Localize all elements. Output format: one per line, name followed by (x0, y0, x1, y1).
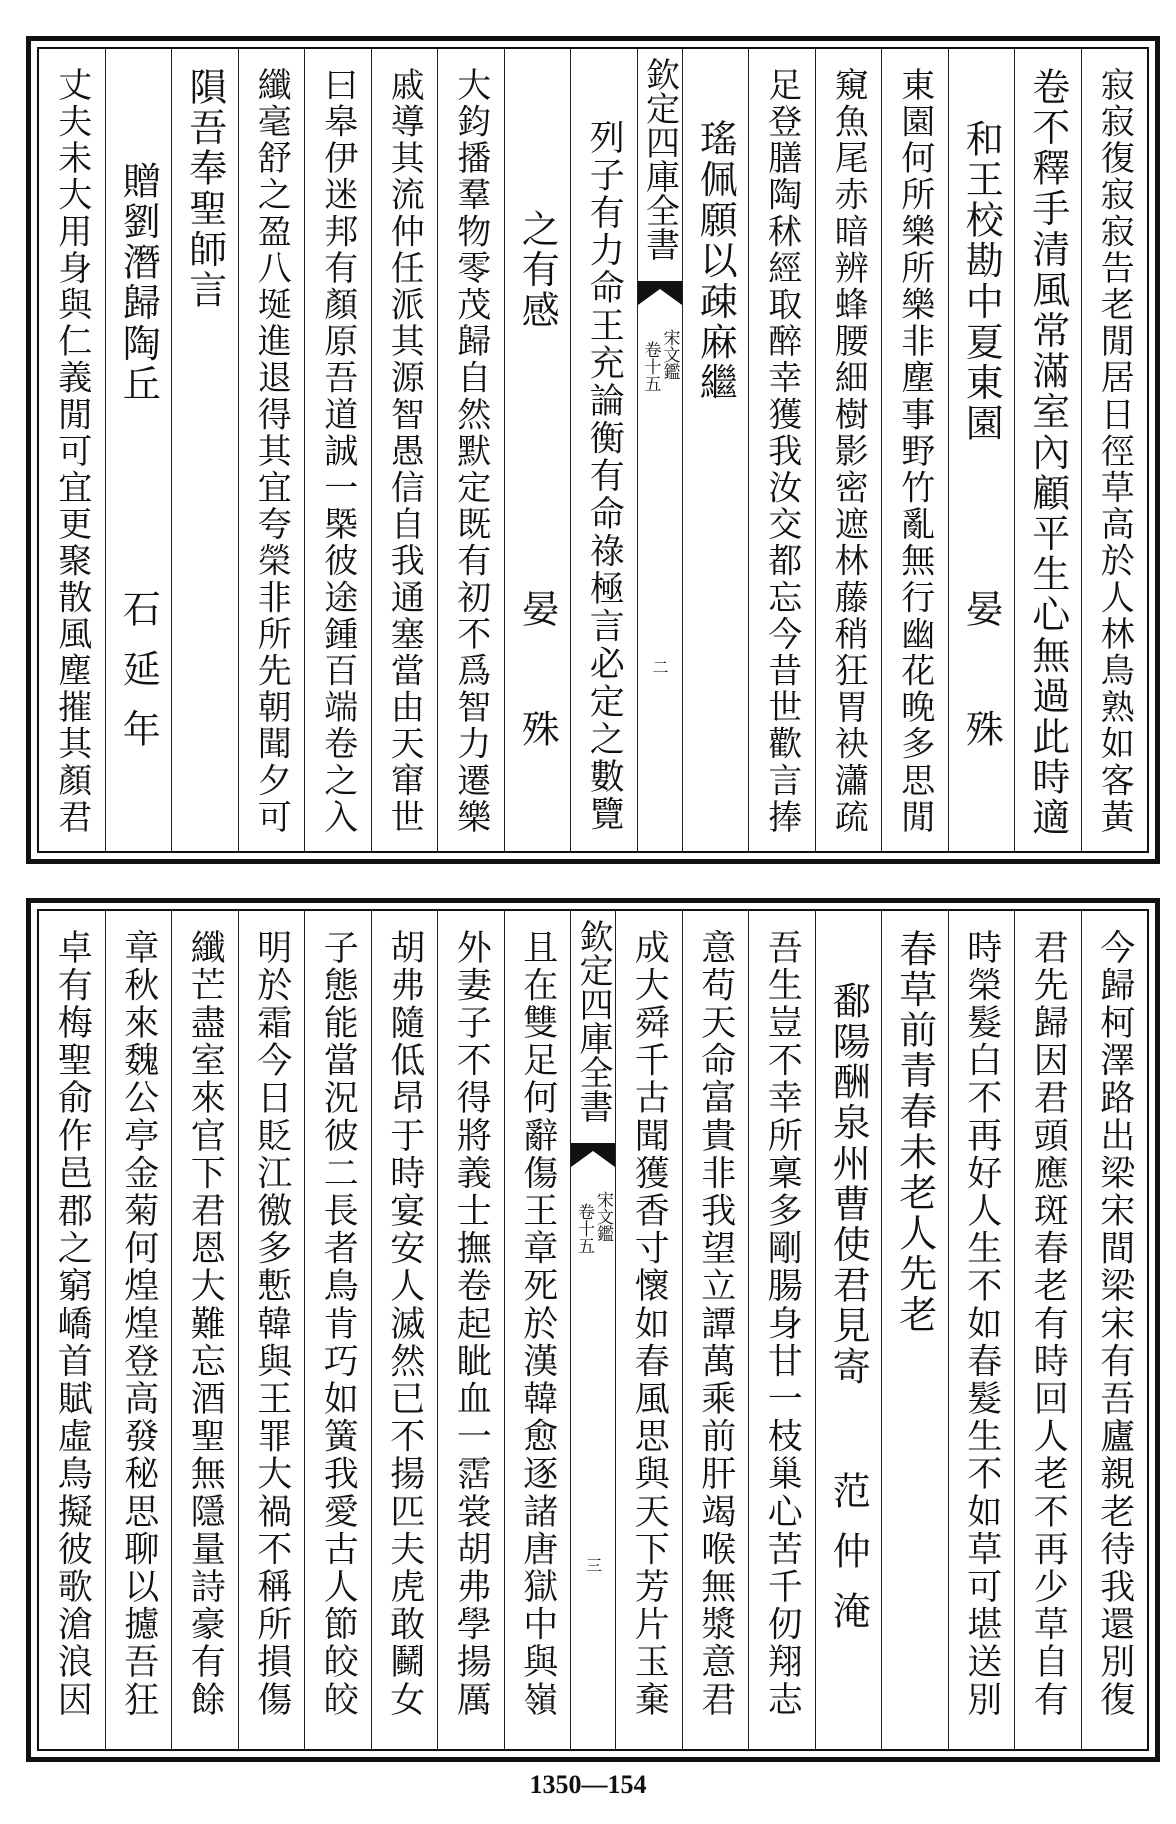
author-name: 石延年 (116, 589, 161, 769)
text-column (304, 911, 371, 1749)
center-ribbon (570, 911, 615, 1749)
column-text: 今歸柯澤路出梁宋間梁宋有吾廬親老待我還別復 (1094, 929, 1135, 1719)
column-text: 隕吾奉聖師言 (182, 67, 227, 311)
text-column (570, 49, 637, 851)
column-text: 成大舜千古聞獲香寸懷如春風思與天下芳片玉棄 (629, 929, 670, 1719)
text-column (371, 49, 438, 851)
text-column (504, 49, 571, 851)
lower-page-frame (37, 909, 1149, 1751)
text-column (948, 49, 1015, 851)
column-text: 窺魚尾赤暗辨蜂腰細樹影密遮林藤稍狂胃袂瀟疏 (828, 67, 869, 836)
upper-page-frame (37, 47, 1149, 853)
text-column (682, 49, 749, 851)
text-column (881, 911, 948, 1749)
upper-text-columns (39, 49, 1147, 851)
text-column (748, 911, 815, 1749)
collection-title: 欽定四庫全書 (573, 919, 613, 1123)
text-column (1014, 49, 1081, 851)
text-column (1081, 911, 1148, 1749)
text-column (437, 49, 504, 851)
text-column (39, 49, 105, 851)
column-text: 章秋來魏公亭金菊何煌煌登高發秘思聊以攄吾狂 (118, 929, 159, 1719)
folio-number: 1350—154 (529, 1770, 647, 1799)
text-column (1081, 49, 1148, 851)
column-text: 子態能當況彼二長者鳥肯巧如簧我愛古人節皎皎 (318, 929, 359, 1719)
text-column (748, 49, 815, 851)
column-text: 丈夫未大用身與仁義閒可宜更聚散風塵摧其顏君 (51, 67, 92, 836)
column-text: 春草前青春未老人先老 (892, 929, 937, 1335)
text-column (105, 49, 172, 851)
column-text: 且在雙足何辭傷王章死於漢韓愈逐諸唐獄中與嶺 (517, 929, 558, 1719)
page-number: 二 (650, 659, 669, 675)
text-column (238, 911, 305, 1749)
column-text: 外妻子不得將義士撫卷起眦血一霑裳胡弗學揚厲 (451, 929, 492, 1719)
column-text: 戚導其流仲任派其源智愚信自我通塞當由天窜世 (384, 67, 425, 836)
text-column (682, 911, 749, 1749)
column-text: 曰皋伊迷邦有顏原吾道誠一槩彼途鍾百端卷之入 (317, 67, 358, 836)
text-column (815, 911, 882, 1749)
column-text: 大鈞播羣物零茂歸自然默定既有初不爲智力遷樂 (450, 67, 491, 836)
volume-number: 卷十五 (574, 1203, 594, 1254)
column-text: 纖毫舒之盈八埏進退得其宜夸榮非所先朝聞夕可 (251, 67, 292, 836)
text-column (615, 911, 682, 1749)
fish-tail-mark-icon (571, 1137, 615, 1169)
text-column (437, 911, 504, 1749)
text-column (504, 911, 571, 1749)
book-title: 宋文鑑 (593, 1191, 613, 1242)
book-title: 宋文鑑 (659, 329, 680, 380)
fish-tail-mark-icon (638, 275, 682, 307)
column-text: 足登膳陶秫經取醉幸獲我汝交都忘今昔世歡言捧 (761, 67, 802, 836)
column-text: 明於霜今日貶江徼多慙韓與王罪大禍不稱所損傷 (251, 929, 292, 1719)
column-text: 君先歸因君頭應斑春老有時回人老不再少草自有 (1028, 929, 1069, 1719)
column-text: 東園何所樂所樂非塵事野竹亂無行幽花晚多思閒 (894, 67, 935, 836)
author-name: 范仲淹 (826, 1471, 871, 1651)
text-column (371, 911, 438, 1749)
lower-text-columns (39, 911, 1147, 1749)
column-text: 胡弗隨低昂于時宴安人滅然已不揚匹夫虎敢鬭女 (384, 929, 425, 1719)
poem-title: 贈劉潛歸陶丘 (116, 161, 161, 405)
column-text: 意苟天命富貴非我望立譚萬乘前肝竭喉無漿意君 (695, 929, 736, 1719)
column-text: 卓有梅聖俞作邑郡之窮嶠首賦虛鳥擬彼歌滄浪因 (52, 929, 93, 1719)
text-column (304, 49, 371, 851)
column-text: 時榮髮白不再好人生不如春髮生不如草可堪送別 (961, 929, 1002, 1719)
collection-title: 欽定四庫全書 (639, 57, 680, 261)
text-column (948, 911, 1015, 1749)
author-name: 晏 殊 (959, 589, 1004, 769)
author-name: 晏 殊 (515, 589, 560, 769)
column-text: 瑤佩願以疎麻繼 (693, 119, 738, 404)
poem-title: 鄱陽酬泉州曹使君見寄 (826, 981, 871, 1387)
column-text: 纖芒盡室來官下君恩大難忘酒聖無隱量詩豪有餘 (185, 929, 226, 1719)
text-column (815, 49, 882, 851)
column-text: 列子有力命王充論衡有命祿極言必定之數覽 (584, 119, 625, 834)
volume-number: 卷十五 (640, 341, 661, 392)
text-column (238, 49, 305, 851)
lower-book-page (26, 898, 1160, 1762)
upper-book-page (26, 36, 1160, 864)
text-column (105, 911, 172, 1749)
page-number: 三 (583, 1557, 603, 1573)
text-column (39, 911, 105, 1749)
column-text: 卷不釋手清風常滿室內顧平生心無過此時適 (1025, 67, 1070, 839)
poem-title: 和王校勘中夏東園 (959, 119, 1004, 444)
column-text: 寂寂復寂寂告老閒居日徑草高於人林鳥熟如客黃 (1094, 67, 1135, 836)
center-ribbon (637, 49, 682, 851)
text-column (171, 911, 238, 1749)
text-column (171, 49, 238, 851)
column-text: 吾生豈不幸所稟多剛腸身甘一枝巢心苦千仞翔志 (762, 929, 803, 1719)
text-column (881, 49, 948, 851)
poem-title: 之有感 (515, 209, 560, 331)
text-column (1014, 911, 1081, 1749)
